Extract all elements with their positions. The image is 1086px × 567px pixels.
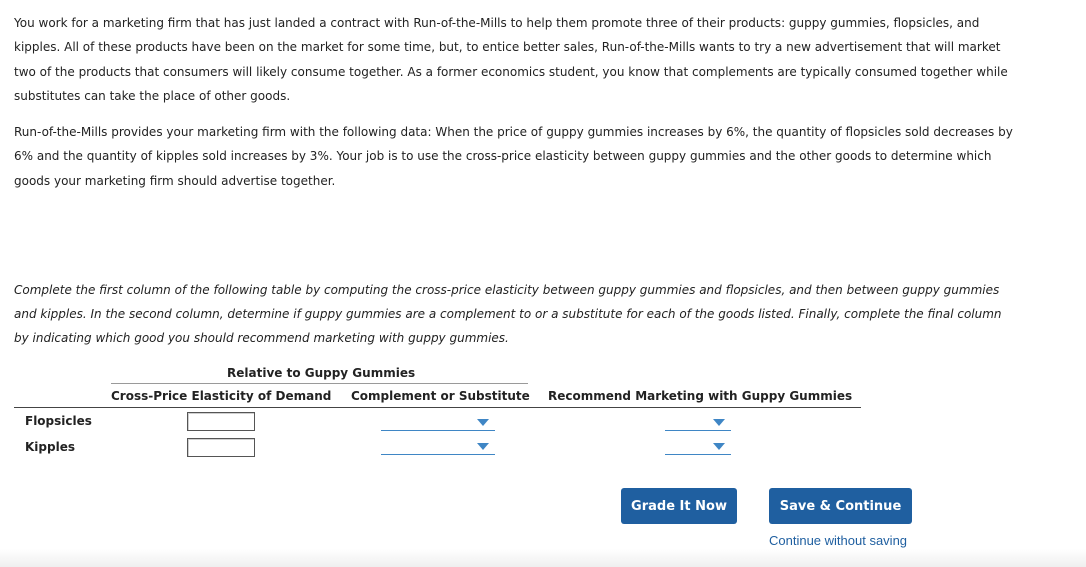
- triangle-down-icon: [713, 443, 725, 450]
- column-header-recommend: Recommend Marketing with Guppy Gummies: [548, 389, 853, 403]
- row-label-flopsicles: Flopsicles: [25, 414, 92, 428]
- group-header: Relative to Guppy Gummies: [227, 366, 416, 380]
- save-continue-button[interactable]: Save & Continue: [769, 488, 912, 524]
- column-header-elasticity: Cross-Price Elasticity of Demand: [111, 389, 332, 403]
- intro-paragraph: You work for a marketing firm that has just landed a contract with Run-of-the-Mills to help them promote three of their products: guppy gummies, flopsicles, and kipples. All of these products have been on the market for some time, but, to entice better sales, Run-of-the-Mills wants to try a new advertisement that will market two of the products that consumers will likely consume together. As a former economics student, you know that complements are typically consumed together while substitutes can take the place of other goods.: [14, 16, 1008, 103]
- kipples-recommend-dropdown[interactable]: [665, 438, 731, 455]
- flopsicles-relation-dropdown[interactable]: [381, 414, 495, 431]
- flopsicles-elasticity-input[interactable]: [187, 412, 255, 431]
- continue-without-saving-link[interactable]: Continue without saving: [769, 533, 908, 548]
- data-paragraph: Run-of-the-Mills provides your marketing firm with the following data: When the price of guppy gummies increases by 6%, the quantity of flopsicles sold decreases by 6% and the quantity of kipples sold increases by 3%. Your job is to use the cross-price elasticity between guppy gummies and the other goods to determine which goods your marketing firm should advertise together.: [14, 125, 1013, 188]
- kipples-elasticity-input[interactable]: [187, 438, 255, 457]
- column-header-relation: Complement or Substitute: [351, 389, 530, 403]
- group-header-rule: [111, 383, 528, 384]
- triangle-down-icon: [477, 419, 489, 426]
- triangle-down-icon: [713, 419, 725, 426]
- instructions-paragraph: Complete the first column of the following table by computing the cross-price elasticity between guppy gummies and flopsicles, and then between guppy gummies and kipples. In the second column, determine if guppy gummies are a complement to or a substitute for each of the goods listed. Finally, complete the final column by indicating which good you should recommend marketing with guppy gummies.: [14, 283, 1002, 345]
- row-label-kipples: Kipples: [25, 440, 75, 454]
- bottom-fade: [0, 549, 1086, 567]
- kipples-relation-dropdown[interactable]: [381, 438, 495, 455]
- triangle-down-icon: [477, 443, 489, 450]
- flopsicles-recommend-dropdown[interactable]: [665, 414, 731, 431]
- header-rule: [14, 407, 861, 408]
- grade-it-now-button[interactable]: Grade It Now: [621, 488, 737, 524]
